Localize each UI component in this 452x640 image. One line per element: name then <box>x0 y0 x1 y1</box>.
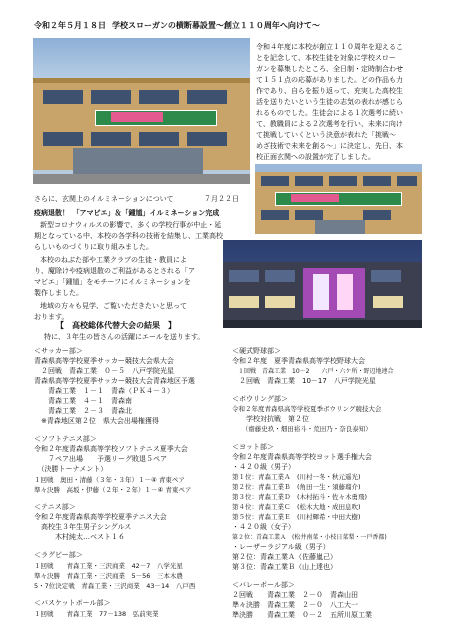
sports-left-line: １回戦 青森工業・三沢商業 42－7 八学光星 <box>34 562 183 570</box>
sports-right-line: 準決勝 青森工業 ０－２ 五所川原工業 <box>232 611 372 619</box>
sports-left-line: 青森工業 ２－３ 青森北 <box>34 407 132 415</box>
intro-line: ガンを募集したところ、全日制・定時制合わせ <box>256 65 403 73</box>
sports-left-line: ７ペア出場 予選リーグ敗退５ペア <box>34 455 167 463</box>
sports-left-line: ＜サッカー部＞ <box>34 347 83 355</box>
sports-right-line: 学校対抗戦 第２位 <box>232 415 309 423</box>
intro-line: て１５１点の応募がありました。どの作品も力 <box>256 76 403 84</box>
sports-left-line: ＜テニス部＞ <box>34 503 76 511</box>
sports-left-line: １回戦 奥田・清藤（３年・３年）１－④ 青東ペア <box>34 476 185 484</box>
sports-right-line: 令和２年度青森県高等学校夏季ボウリング競技大会 <box>232 405 382 413</box>
intro-line: 令和４年度に本校が創立１１０周年を迎えるこ <box>256 43 403 51</box>
sports-left-line: 青森県高等学校夏季サッカー競技大会青森地区予選 <box>34 377 195 385</box>
sports-left-line: 5・7位決定戦 青森工業・三沢商業 43－14 八戸西 <box>34 582 196 590</box>
illumination-line: 期となっている中、本校の各学科の技術を結集し、工業高校 <box>34 232 223 240</box>
sports-left-line: 青森工業 ４－１ 青森南 <box>34 397 132 405</box>
illumination-line: り、魔除けや疫病退散のご利益があるとされる「ア <box>34 267 195 275</box>
intro-line: めざ技術で未来を創る～」に決定し、先日、本 <box>256 142 403 150</box>
intro-line: 作であり、自らを振り返って、充実した高校生 <box>256 87 403 95</box>
sports-right-line: 第１位：青森工業Ａ (川村一冬・秋元遥光) <box>232 473 361 481</box>
sports-left-line: （決勝トーナメント） <box>34 465 108 473</box>
sports-lead: 特に、３年生の皆さんの活躍にエールを送ります。 <box>44 333 205 341</box>
sports-right-line: 令和２年度 夏季青森県高等学校野球大会 <box>232 357 365 365</box>
intro-line: て、教職員による２次選考を行い、未来に向け <box>256 120 403 128</box>
sports-right-line: １回戦 青森工業 10－2 六戸・六ケ所・野辺地連合 <box>232 368 394 375</box>
sports-right-line: （齋藤史玖・畑田裕斗・荒田乃・奈良泰知） <box>232 425 372 433</box>
sports-left-line: 令和２年度青森県高等学校ソフトテニス夏季大会 <box>34 445 188 453</box>
illumination-line: 製作しました。 <box>34 289 83 297</box>
sports-right-line: ＜ヨット部＞ <box>232 443 274 451</box>
illumination-line: マビエ」「鍾馗」をモチーフにイルミネーションを <box>34 278 191 286</box>
header-date: 令和２年５月１８日 <box>34 21 106 30</box>
intro-line: 活を送りたいという生徒の志気の表れが感じら <box>256 98 403 106</box>
sports-right-line: 第４位：青森工業Ｃ (松木大地・成田息吹) <box>232 503 361 511</box>
sports-left-line: 木村純太…ベスト１６ <box>34 533 125 541</box>
sports-left-line: ※青森地区第２位 県大会出場権獲得 <box>34 417 159 425</box>
sports-right-line: ２回戦 青森工業 ２－０ 青森山田 <box>232 591 358 599</box>
illumination-line: 新型コロナウィルスの影響で、多くの学校行事が中止・延 <box>40 221 222 229</box>
illumination-date: ７月２２日 <box>204 195 239 203</box>
school-banner-photo <box>33 38 250 184</box>
sports-right-line: ・レーザーラジアル級（男子） <box>232 543 330 551</box>
banner-closeup-photo <box>255 164 422 234</box>
sports-left-line: 青森工業 １－１ 青森（ＰＫ４－３） <box>34 387 174 395</box>
sports-right-line: ＜硬式野球部＞ <box>232 347 281 355</box>
sports-left-line: 高校生３年生男子シングルス <box>34 523 132 531</box>
sports-right-line: 第２位：青森工業Ａ（佐藤嵐己） <box>232 553 337 561</box>
sports-right-line: 準々決勝 青森工業 ２－０ 八工大一 <box>232 601 358 609</box>
sports-heading: 【 高校総体代替大会の結果 】 <box>56 321 176 330</box>
illumination-line: らしいものづくりに取り組みました。 <box>34 243 153 251</box>
illumination-line: 本校のねぶた部や工業クラブの生徒・教員によ <box>40 256 187 264</box>
sports-right-line: 第２位：青森工業Ａ (松井南菜・小枝日菜梨・一戸香都) <box>232 534 387 541</box>
sports-right-line: ・４２０級（女子） <box>232 523 295 531</box>
sports-left-line: ２回戦 青森工業 ０－５ 八戸学院光星 <box>34 367 174 375</box>
illumination-line: 地域の方々も見学、ご覧いただきたいと思って <box>40 302 187 310</box>
illumination-heading: さらに、玄関上のイルミネーションについて <box>34 195 174 203</box>
illumination-line: おります。 <box>34 313 69 321</box>
sports-left-line: ＜ラグビー部＞ <box>34 551 83 559</box>
sports-right-line: ＜ボウリング部＞ <box>232 395 288 403</box>
intro-line: 校正面玄関への設置が完了しました。 <box>256 153 375 161</box>
sports-left-line: 令和２年度青森県高等学校夏季テニス大会 <box>34 513 167 521</box>
sports-right-line: 第５位：青森工業Ｅ (川村輝希・中田大樹) <box>232 513 361 521</box>
illumination-night-photo <box>223 240 422 328</box>
sports-right-line: 令和２年度青森県高等学校ヨット選手権大会 <box>232 453 372 461</box>
sports-left-line: 準々決勝 青森工業・三沢商業 5－56 三本木農 <box>34 572 183 580</box>
sports-left-line: １回戦 青森工業 77－138 弘前実業 <box>34 610 159 618</box>
header-title: 学校スローガンの横断幕設置～創立１１０周年へ向けて～ <box>112 21 320 30</box>
intro-line: れるものでした。生徒会による１次選考に続い <box>256 109 403 117</box>
illumination-subtitle: 疫病退散！ 「アマビエ」＆「鍾馗」イルミネーション完成 <box>34 209 220 217</box>
sports-right-line: 第３位：青森工業Ｂ（山上達也） <box>232 563 337 571</box>
sports-left-line: 青森県高等学校夏季サッカー競技大会県大会 <box>34 357 174 365</box>
sports-right-line: 第２位：青森工業Ｂ (角田一生・須藤瑠介) <box>232 483 361 491</box>
sports-left-line: ＜バスケットボール部＞ <box>34 599 111 607</box>
sports-right-line: 第３位：青森工業Ｄ (木村拓斗・佐々木勇飛) <box>232 493 368 501</box>
intro-line: とを記念して、本校生徒を対象に学校スロー <box>256 54 396 62</box>
sports-right-line: ２回戦 青森工業 10－17 八戸学院光星 <box>232 377 376 385</box>
intro-line: て挑戦していくという決意が表れた「挑戦～ <box>256 131 396 139</box>
sports-left-line: 準々決勝 高坂・伊藤（２年・２年）１－④ 青東ペア <box>34 486 192 494</box>
sports-right-line: ・４２０級（男子） <box>232 463 295 471</box>
sports-right-line: ＜バレーボール部＞ <box>232 581 295 589</box>
sports-left-line: ＜ソフトテニス部＞ <box>34 435 97 443</box>
